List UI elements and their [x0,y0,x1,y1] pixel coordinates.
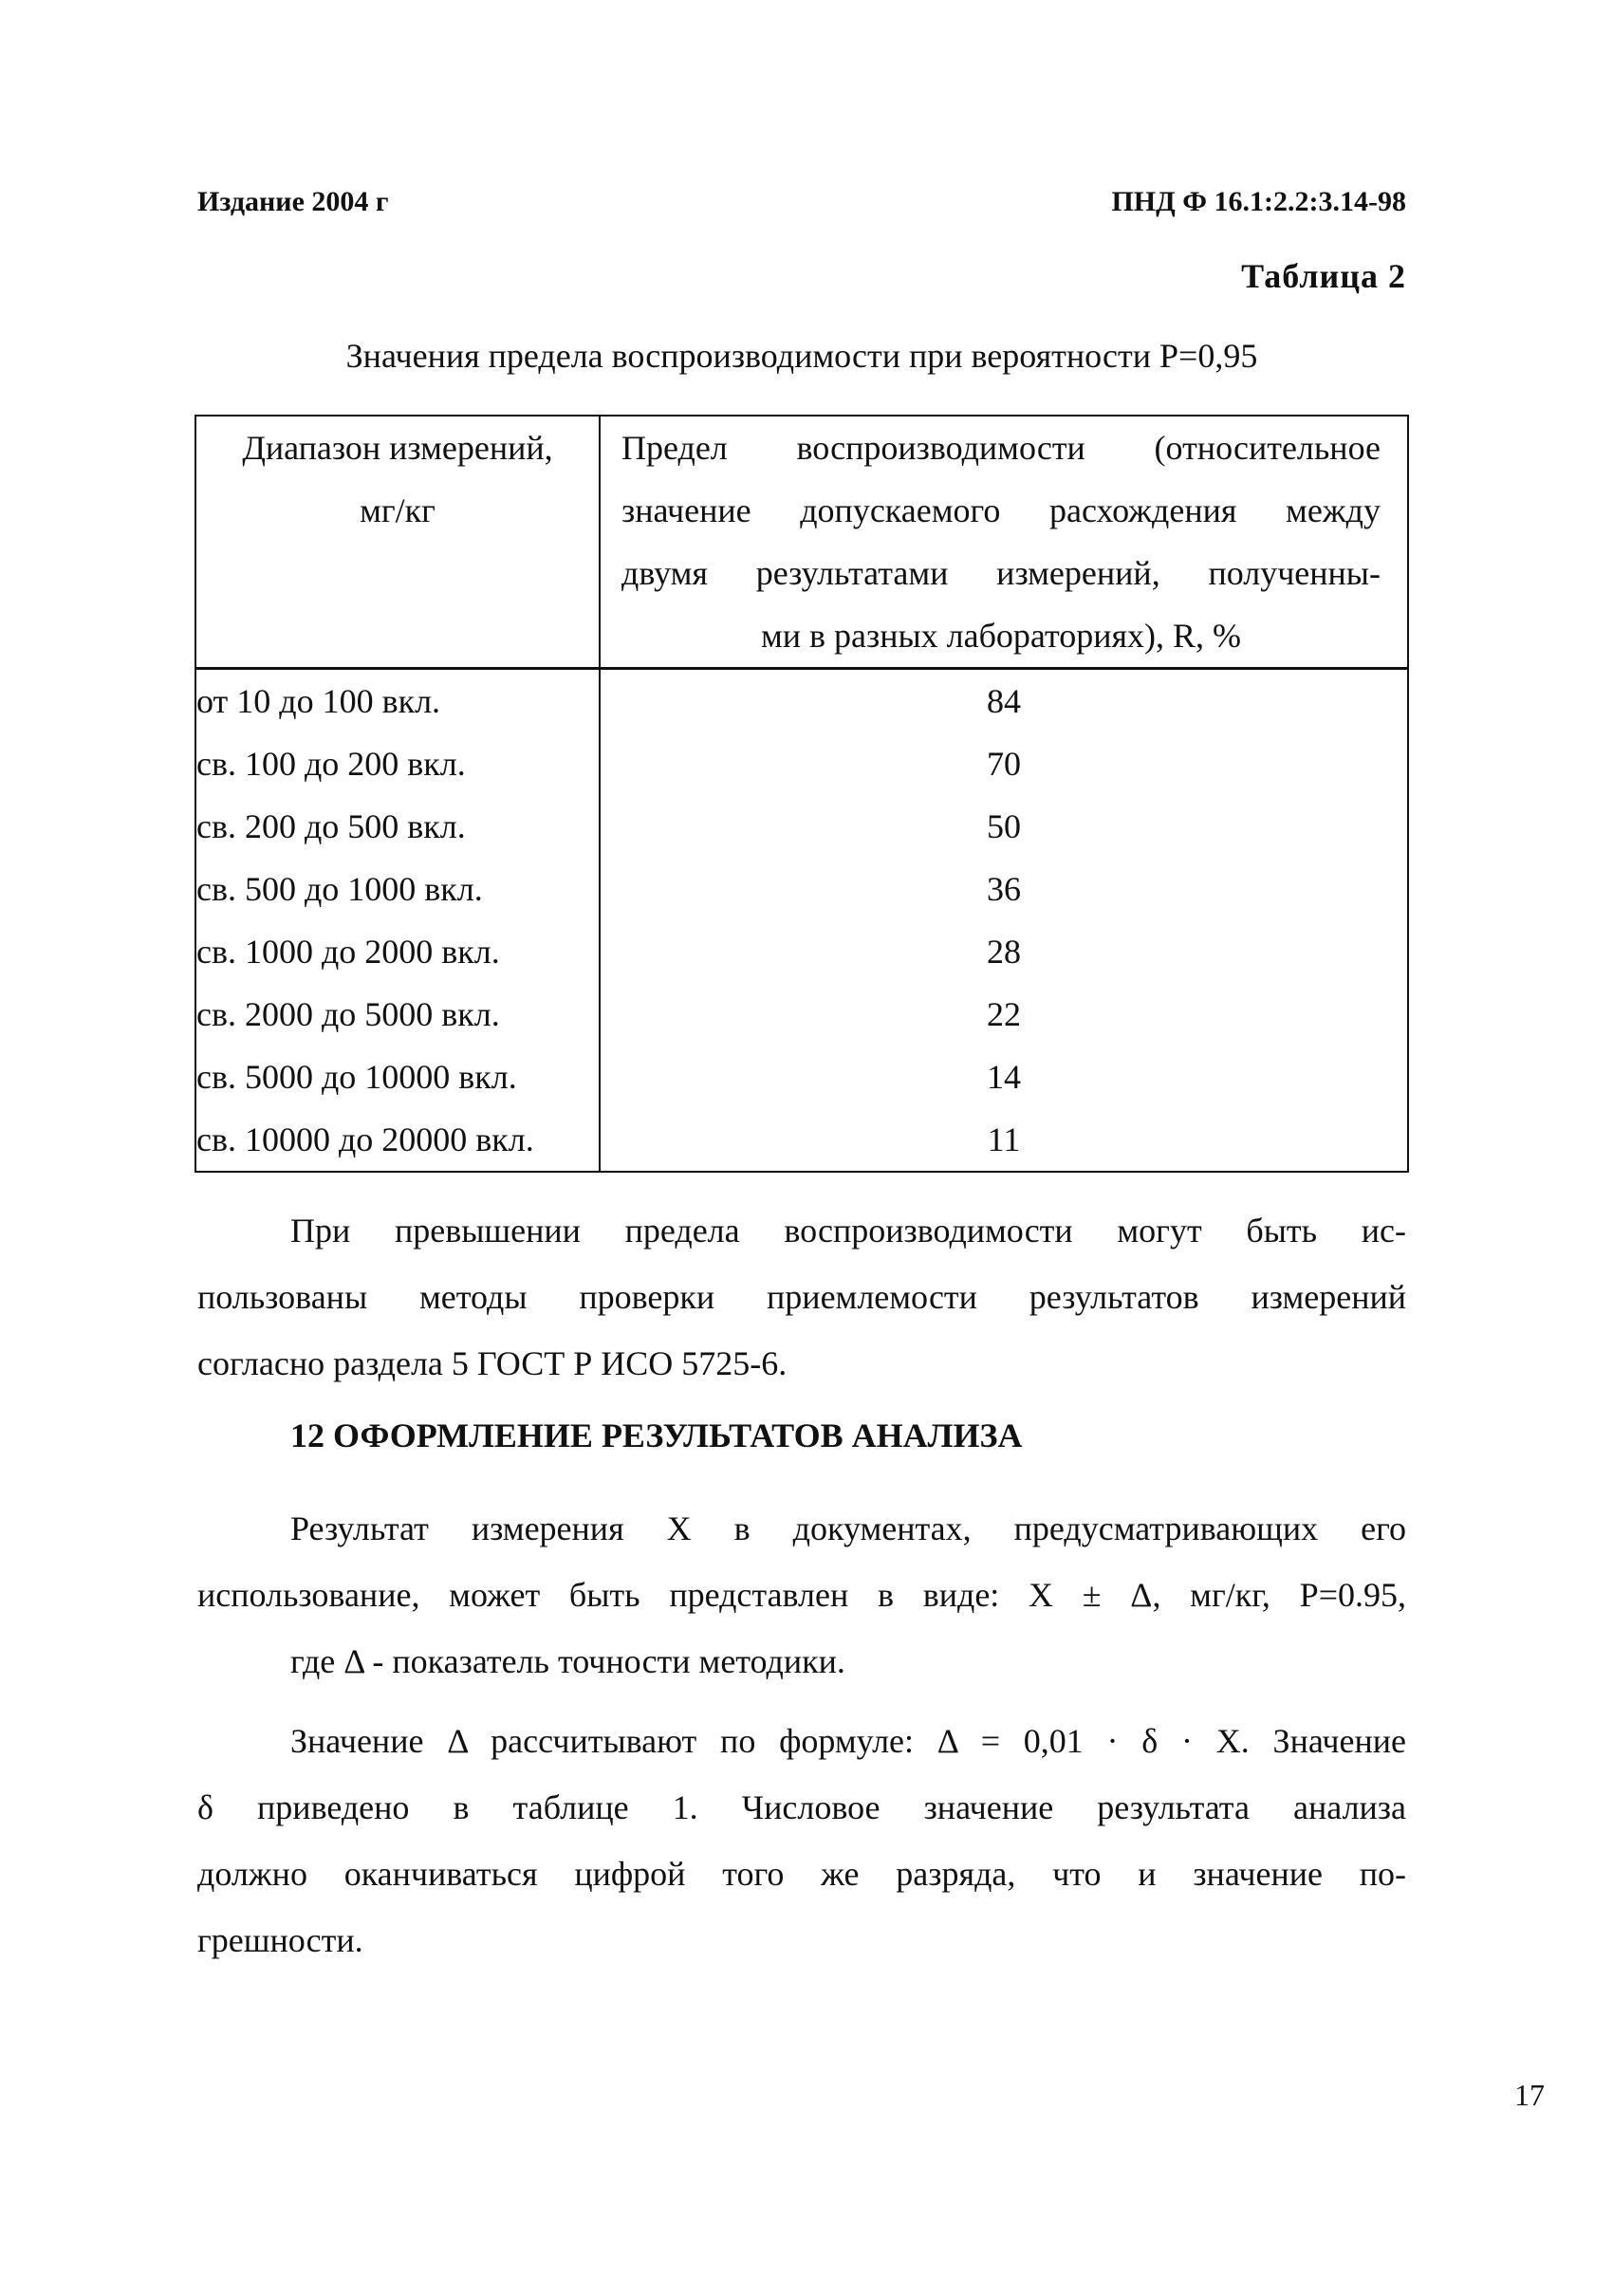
value-cell: 14 [600,1046,1408,1108]
range-column-header [195,416,600,669]
table-row [195,858,1408,920]
section-heading: 12 ОФОРМЛЕНИЕ РЕЗУЛЬТАТОВ АНАЛИЗА [290,1416,1023,1454]
paragraph-line: Значение Δ рассчитывают по формуле: Δ = 0,01 · δ · Х. Значение [290,1722,1406,1760]
range-cell: св. 200 до 500 вкл. [195,795,600,858]
result-paragraph [197,1495,1406,1628]
range-cell: св. 100 до 200 вкл. [195,732,600,795]
table-number: Таблица 2 [1241,257,1406,295]
table-row [195,920,1408,983]
value-cell: 36 [600,858,1408,920]
paragraph-line: При превышении предела воспроизводимости могут быть ис- [290,1212,1406,1250]
delta-definition: где Δ - показатель точности методики. [290,1642,845,1680]
table-caption: Значения предела воспроизводимости при вероятности Р=0,95 [345,337,1258,375]
range-cell: св. 2000 до 5000 вкл. [195,983,600,1046]
delta-formula-paragraph [197,1708,1406,1973]
limit-header-line: Предел воспроизводимости (относительное [621,429,1381,467]
paragraph-line: грешности. [197,1921,363,1959]
range-cell: св. 500 до 1000 вкл. [195,858,600,920]
value-cell: 84 [600,669,1408,733]
limit-header-line: двумя результатами измерений, полученны- [621,554,1381,592]
range-cell: св. 10000 до 20000 вкл. [195,1108,600,1172]
range-header-line: Диапазон измерений, [242,429,553,467]
value-cell: 70 [600,732,1408,795]
paragraph-line: пользованы методы проверки приемлемости результатов измерений [197,1278,1406,1316]
table-row [195,1108,1408,1172]
value-cell: 28 [600,920,1408,983]
limit-header-line: значение допускаемого расхождения между [621,491,1381,529]
table-row [195,795,1408,858]
page-number: 17 [1514,2078,1545,2112]
value-cell: 50 [600,795,1408,858]
table-header-row [195,416,1408,669]
table-row [195,669,1408,733]
range-cell: св. 1000 до 2000 вкл. [195,920,600,983]
reproducibility-table [195,415,1409,1173]
paragraph-line: δ приведено в таблице 1. Числовое значение результата анализа [197,1788,1406,1826]
limit-column-header [600,416,1408,669]
table-row [195,983,1408,1046]
paragraph-line: согласно раздела 5 ГОСТ Р ИСО 5725-6. [197,1344,788,1382]
table-row [195,1046,1408,1108]
value-cell: 11 [600,1108,1408,1172]
edition-label: Издание 2004 г [197,186,389,217]
range-cell: от 10 до 100 вкл. [195,669,600,733]
value-cell: 22 [600,983,1408,1046]
table-row [195,732,1408,795]
range-cell: св. 5000 до 10000 вкл. [195,1046,600,1108]
paragraph-line: использование, может быть представлен в виде: Х ± Δ, мг/кг, Р=0.95, [197,1576,1406,1614]
range-header-unit: мг/кг [360,491,436,529]
paragraph-line: должно оканчиваться цифрой того же разряда, что и значение по- [197,1855,1406,1893]
paragraph-line: Результат измерения Х в документах, предусматривающих его [290,1509,1406,1547]
limit-header-line: ми в разных лабораториях), R, % [760,617,1242,655]
document-code: ПНД Ф 16.1:2.2:3.14-98 [1111,186,1406,217]
reproducibility-paragraph [197,1197,1406,1397]
